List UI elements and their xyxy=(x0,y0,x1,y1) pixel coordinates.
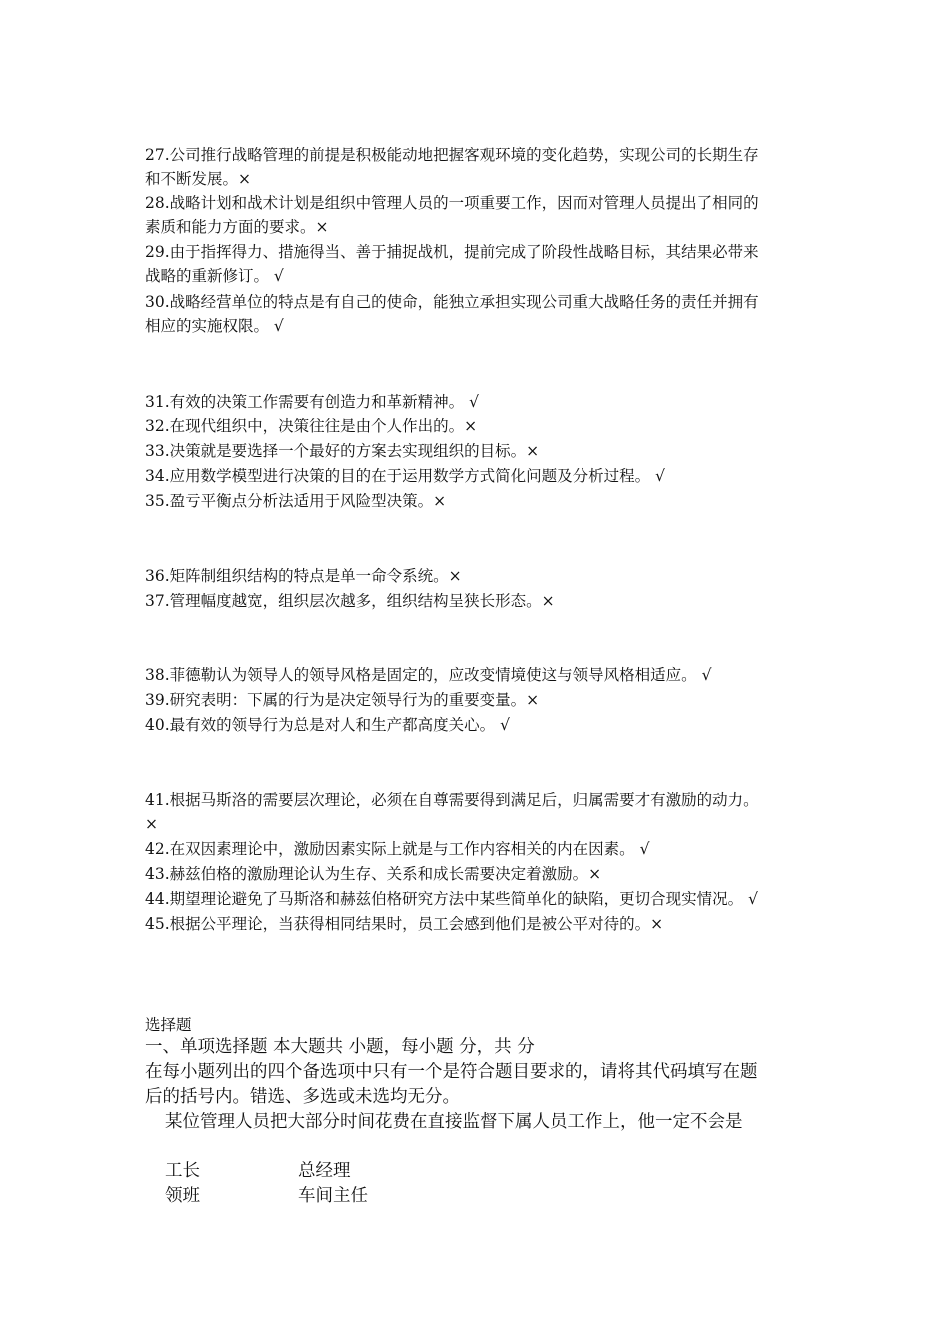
item-38: 38.菲德勒认为领导人的领导风格是固定的，应改变情境使这与领导风格相适应。 √ xyxy=(145,666,712,684)
instruction-line2: 后的括号内。错选、多选或未选均无分。 xyxy=(145,1087,460,1107)
item-37: 37.管理幅度越宽，组织层次越多，组织结构呈狭长形态。× xyxy=(145,592,555,610)
item-35: 35.盈亏平衡点分析法适用于风险型决策。× xyxy=(145,492,447,510)
item-28-line2: 素质和能力方面的要求。× xyxy=(145,218,329,236)
item-27-line1: 27.公司推行战略管理的前提是积极能动地把握客观环境的变化趋势，实现公司的长期生存 xyxy=(145,146,759,164)
instruction-line1: 在每小题列出的四个备选项中只有一个是符合题目要求的，请将其代码填写在题 xyxy=(145,1062,758,1082)
item-33: 33.决策就是要选择一个最好的方案去实现组织的目标。× xyxy=(145,442,540,460)
item-44: 44.期望理论避免了马斯洛和赫兹伯格研究方法中某些简单化的缺陷，更切合现实情况。 √ xyxy=(145,890,758,908)
item-30-line2: 相应的实施权限。 √ xyxy=(145,317,284,335)
choice-heading: 选择题 xyxy=(145,1016,192,1034)
item-29-line1: 29.由于指挥得力、措施得当、善于捕捉战机，提前完成了阶段性战略目标，其结果必带来 xyxy=(145,243,759,261)
item-41-line1: 41.根据马斯洛的需要层次理论，必须在自尊需要得到满足后，归属需要才有激励的动力。 xyxy=(145,791,759,809)
item-31: 31.有效的决策工作需要有创造力和革新精神。 √ xyxy=(145,393,479,411)
item-39: 39.研究表明：下属的行为是决定领导行为的重要变量。× xyxy=(145,691,540,709)
option-b: 总经理 xyxy=(298,1161,351,1181)
item-42: 42.在双因素理论中，激励因素实际上就是与工作内容相关的内在因素。 √ xyxy=(145,840,650,858)
option-a: 工长 xyxy=(165,1161,200,1181)
item-41-line2: × xyxy=(145,815,158,833)
section-title: 一、单项选择题 本大题共 小题，每小题 分，共 分 xyxy=(145,1037,535,1057)
item-40: 40.最有效的领导行为总是对人和生产都高度关心。 √ xyxy=(145,716,510,734)
question-text: 某位管理人员把大部分时间花费在直接监督下属人员工作上，他一定不会是 xyxy=(165,1112,743,1132)
item-36: 36.矩阵制组织结构的特点是单一命令系统。× xyxy=(145,567,462,585)
option-c: 领班 xyxy=(165,1186,200,1206)
item-30-line1: 30.战略经营单位的特点是有自己的使命，能独立承担实现公司重大战略任务的责任并拥有 xyxy=(145,293,759,311)
item-43: 43.赫兹伯格的激励理论认为生存、关系和成长需要决定着激励。× xyxy=(145,865,602,883)
option-d: 车间主任 xyxy=(298,1186,368,1206)
item-45: 45.根据公平理论，当获得相同结果时，员工会感到他们是被公平对待的。× xyxy=(145,915,664,933)
item-32: 32.在现代组织中，决策往往是由个人作出的。× xyxy=(145,417,478,435)
item-28-line1: 28.战略计划和战术计划是组织中管理人员的一项重要工作，因而对管理人员提出了相同的 xyxy=(145,194,759,212)
item-34: 34.应用数学模型进行决策的目的在于运用数学方式简化问题及分析过程。 √ xyxy=(145,467,665,485)
item-29-line2: 战略的重新修订。 √ xyxy=(145,267,284,285)
item-27-line2: 和不断发展。× xyxy=(145,170,251,188)
